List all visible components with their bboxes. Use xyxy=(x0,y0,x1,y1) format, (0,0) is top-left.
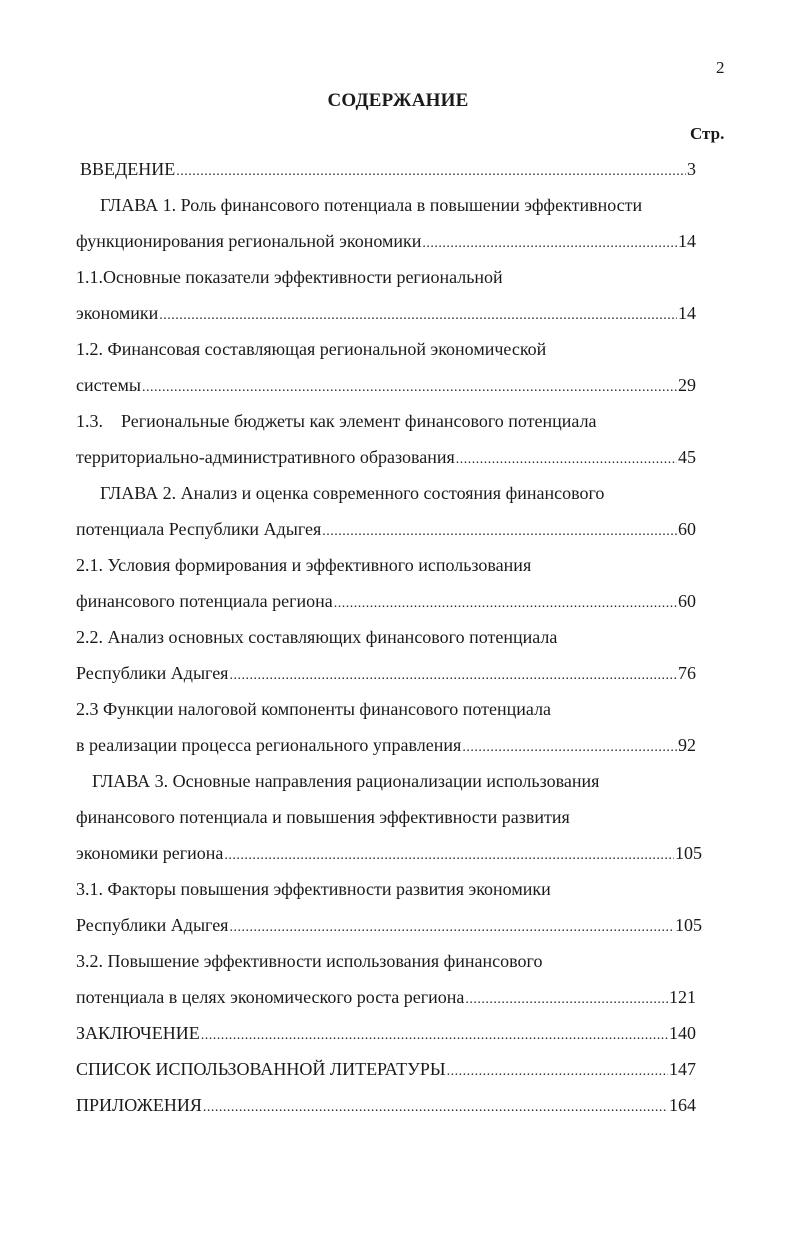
toc-entry-page: 92 xyxy=(678,735,696,755)
toc-entry-title: функционирования региональной экономики xyxy=(76,231,422,251)
toc-entry-2-3[interactable] xyxy=(76,728,696,762)
dot-leader xyxy=(229,659,677,693)
toc-entry-page: 60 xyxy=(678,591,696,611)
toc-entry-title: системы xyxy=(76,375,141,395)
toc-entry-2-1-line-1[interactable]: 2.1. Условия формирования и эффективного использования xyxy=(76,555,532,575)
toc-entry-title: экономики региона xyxy=(76,843,224,863)
dot-leader xyxy=(465,983,668,1017)
toc-entry-title: ВВЕДЕНИЕ xyxy=(80,159,176,179)
toc-entry-page: 147 xyxy=(669,1059,696,1079)
toc-entry-page: 105 xyxy=(675,915,702,935)
page-title: СОДЕРЖАНИЕ xyxy=(327,90,469,111)
toc-entry-3-2[interactable] xyxy=(76,980,696,1014)
toc-entry-1-2-line-1[interactable]: 1.2. Финансовая составляющая региональной экономической xyxy=(76,339,547,359)
dot-leader xyxy=(224,839,674,873)
dot-leader xyxy=(201,1019,668,1053)
toc-entry-title: СПИСОК ИСПОЛЬЗОВАННОЙ ЛИТЕРАТУРЫ xyxy=(76,1059,446,1079)
dot-leader xyxy=(159,299,677,333)
toc-entry-page: 164 xyxy=(669,1095,696,1115)
toc-entry-title: Республики Адыгея xyxy=(76,915,229,935)
toc-entry-1-1[interactable] xyxy=(76,296,696,330)
toc-entry-page: 105 xyxy=(675,843,702,863)
toc-entry-conclusion[interactable] xyxy=(76,1016,696,1050)
toc-entry-chapter-3-line-1[interactable]: ГЛАВА 3. Основные направления рационализации использования xyxy=(92,771,600,791)
toc-entry-title: потенциала в целях экономического роста региона xyxy=(76,987,465,1007)
toc-entry-2-1[interactable] xyxy=(76,584,696,618)
toc-entry-page: 60 xyxy=(678,519,696,539)
toc-entry-title: ПРИЛОЖЕНИЯ xyxy=(76,1095,202,1115)
toc-entry-1-3-line-1[interactable]: 1.3. Региональные бюджеты как элемент финансового потенциала xyxy=(76,411,597,431)
toc-entry-chapter-3-line-2[interactable]: финансового потенциала и повышения эффективности развития xyxy=(76,807,570,827)
toc-entry-title: территориально-административного образования xyxy=(76,447,455,467)
toc-entry-1-1-line-1[interactable]: 1.1.Основные показатели эффективности региональной xyxy=(76,267,503,287)
dot-leader xyxy=(229,911,674,945)
toc-entry-chapter-1-line-1[interactable]: ГЛАВА 1. Роль финансового потенциала в повышении эффективности xyxy=(100,195,643,215)
toc-entry-title: в реализации процесса регионального управления xyxy=(76,735,462,755)
toc-entry-2-3-line-1[interactable]: 2.3 Функции налоговой компоненты финансового потенциала xyxy=(76,699,552,719)
toc-entry-page: 76 xyxy=(678,663,696,683)
page-number: 2 xyxy=(716,58,725,77)
toc-entry-page: 14 xyxy=(678,303,696,323)
toc-entry-3-1-line-1[interactable]: 3.1. Факторы повышения эффективности развития экономики xyxy=(76,879,551,899)
dot-leader xyxy=(334,587,677,621)
toc-entry-2-2-line-1[interactable]: 2.2. Анализ основных составляющих финансового потенциала xyxy=(76,627,558,647)
toc-entry-page: 29 xyxy=(678,375,696,395)
toc-entry-chapter-3[interactable] xyxy=(76,836,702,870)
toc-entry-chapter-1[interactable] xyxy=(76,224,696,258)
toc-entry-1-3[interactable] xyxy=(76,440,696,474)
toc-entry-introduction[interactable] xyxy=(80,152,696,186)
toc-entry-page: 14 xyxy=(678,231,696,251)
toc-entry-page: 121 xyxy=(669,987,696,1007)
dot-leader xyxy=(462,731,677,765)
toc-entry-title: экономики xyxy=(76,303,159,323)
toc-entry-3-2-line-1[interactable]: 3.2. Повышение эффективности использования финансового xyxy=(76,951,543,971)
dot-leader xyxy=(422,227,677,261)
dot-leader xyxy=(447,1055,668,1089)
dot-leader xyxy=(322,515,677,549)
toc-entry-2-2[interactable] xyxy=(76,656,696,690)
toc-entry-title: финансового потенциала региона xyxy=(76,591,333,611)
toc-entry-1-2[interactable] xyxy=(76,368,696,402)
toc-entry-bibliography[interactable] xyxy=(76,1052,696,1086)
toc-entry-page: 140 xyxy=(669,1023,696,1043)
toc-entry-chapter-2[interactable] xyxy=(76,512,696,546)
dot-leader xyxy=(176,155,686,189)
dot-leader xyxy=(203,1091,668,1125)
toc-entry-title: ЗАКЛЮЧЕНИЕ xyxy=(76,1023,200,1043)
toc-entry-chapter-2-line-1[interactable]: ГЛАВА 2. Анализ и оценка современного состояния финансового xyxy=(100,483,605,503)
toc-entry-title: потенциала Республики Адыгея xyxy=(76,519,322,539)
toc-entry-appendices[interactable] xyxy=(76,1088,696,1122)
toc-entry-page: 45 xyxy=(678,447,696,467)
dot-leader xyxy=(456,443,677,477)
dot-leader xyxy=(142,371,677,405)
toc-entry-3-1[interactable] xyxy=(76,908,702,942)
page-column-header: Стр. xyxy=(690,124,725,143)
toc-entry-page: 3 xyxy=(687,159,696,179)
toc-entry-title: Республики Адыгея xyxy=(76,663,229,683)
